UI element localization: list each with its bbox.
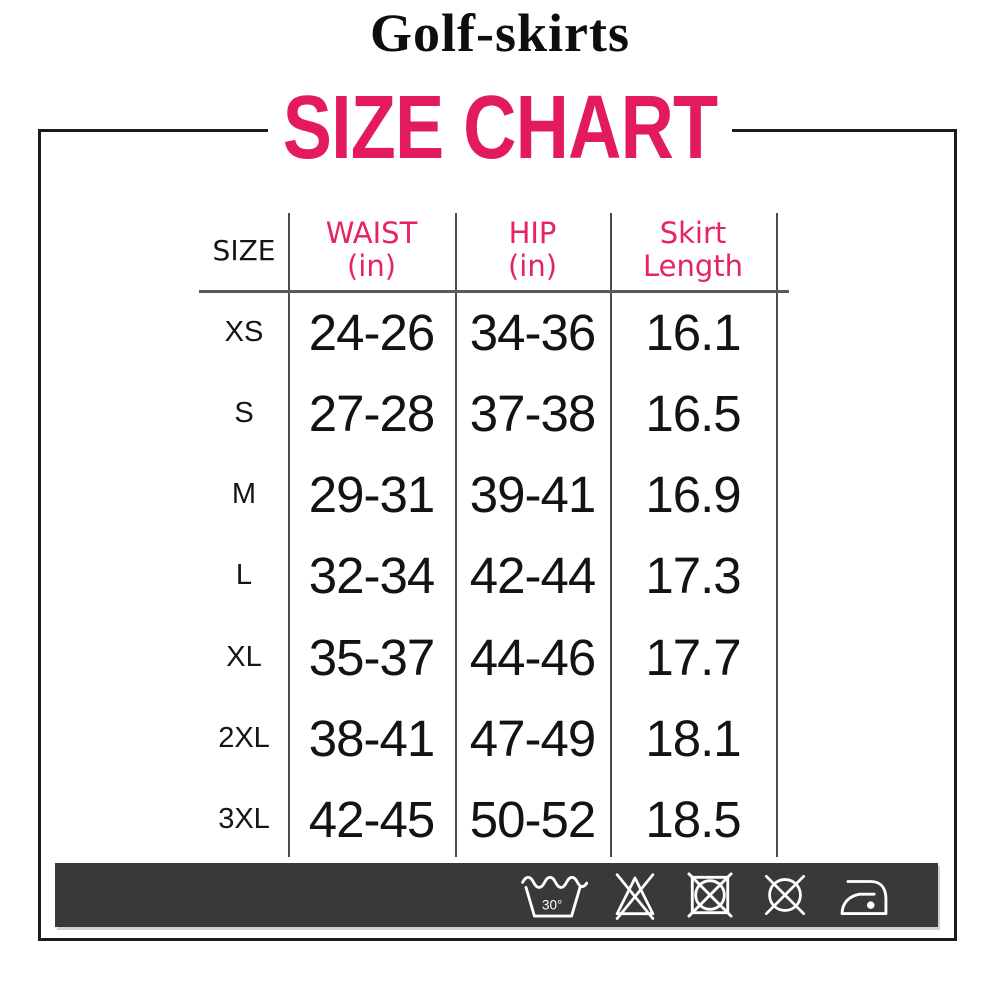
do-not-dry-clean-icon (759, 868, 811, 922)
page-title: SIZE CHART (268, 82, 732, 174)
brand-title: Golf-skirts (370, 3, 630, 63)
column-header-waist: WAIST (in) (325, 216, 418, 283)
do-not-bleach-icon (609, 868, 661, 922)
machine-wash-30-icon (518, 868, 588, 922)
headline-wrap (0, 78, 1000, 178)
column-divider (776, 213, 778, 857)
table-row: 3XL 42-45 50-52 18.5 (218, 790, 741, 848)
column-header-size: SIZE (212, 233, 276, 267)
table-row: L 32-34 42-44 17.3 (235, 547, 741, 605)
table-row: M 29-31 39-41 16.9 (231, 466, 741, 524)
table-row: S 27-28 37-38 16.5 (234, 385, 741, 443)
column-header-skirt-length: Skirt Length (642, 216, 744, 283)
size-table (200, 210, 788, 860)
table-header-row (200, 210, 776, 290)
svg-text:30°: 30° (541, 897, 563, 913)
iron-icon (832, 868, 896, 922)
column-header-hip: HIP (in) (507, 216, 558, 283)
table-row: 2XL 38-41 47-49 18.1 (218, 709, 741, 767)
table-row: XL 35-37 44-46 17.7 (226, 628, 741, 686)
table-row: XS 24-26 34-36 16.1 (224, 304, 741, 362)
care-instructions-bar (55, 863, 938, 927)
table-body (200, 292, 776, 860)
do-not-tumble-dry-icon (682, 868, 738, 922)
